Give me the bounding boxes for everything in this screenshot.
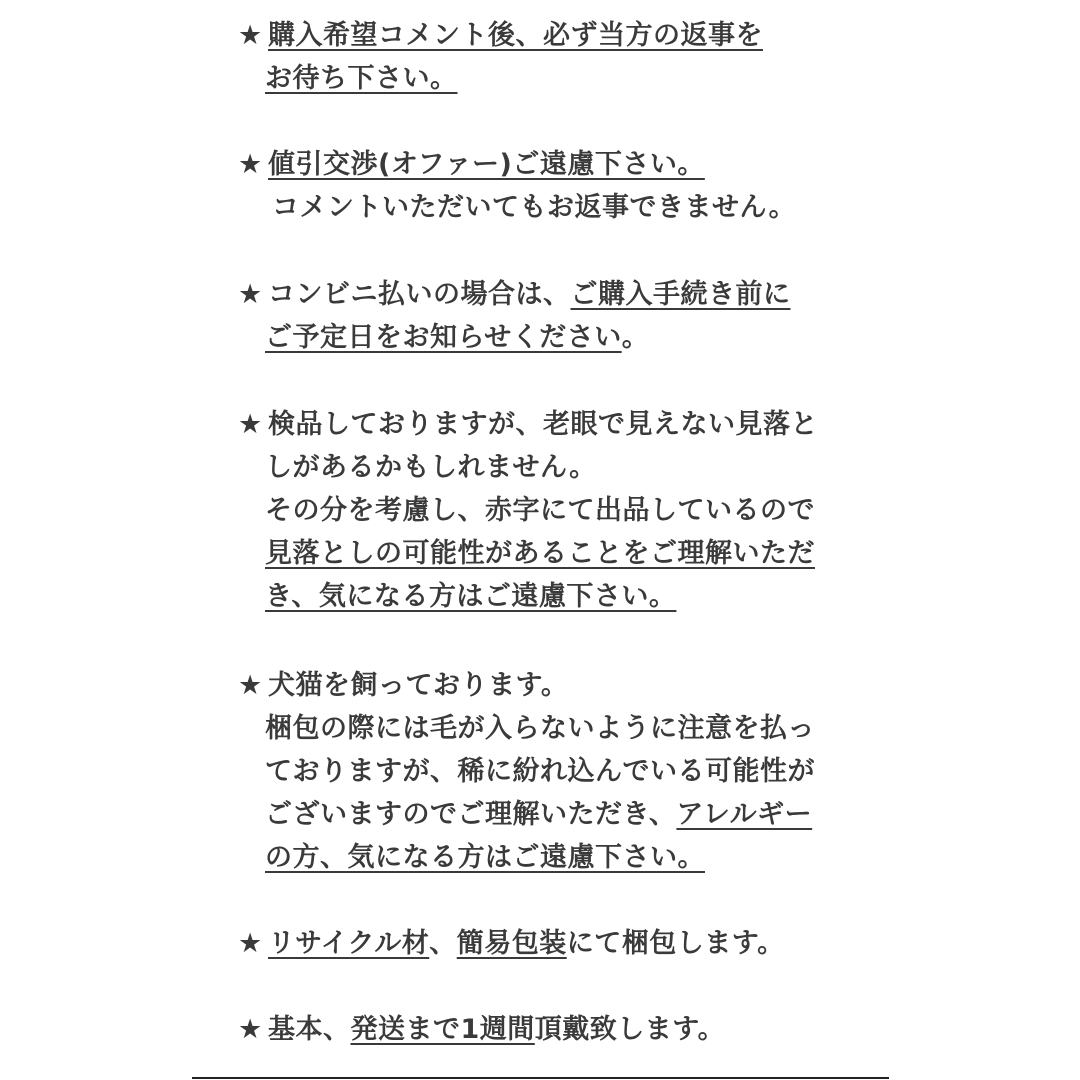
underlined-text: アレルギー <box>676 799 813 830</box>
divider <box>192 1077 889 1079</box>
notice-line <box>0 532 1080 575</box>
notice-line <box>0 793 1080 836</box>
plain-text: 頂戴致します。 <box>534 1014 726 1045</box>
notice-line <box>0 446 1080 489</box>
plain-text: ございますのでご理解いただき、 <box>265 799 677 830</box>
plain-text: 基本、 <box>268 1014 351 1045</box>
notice-packaging <box>0 922 1080 965</box>
underlined-text: リサイクル材 <box>268 928 430 959</box>
notice-line <box>0 707 1080 750</box>
notice-purchase-comment <box>0 14 1080 100</box>
underlined-text: 購入希望コメント後、必ず当方の返事を <box>268 20 763 51</box>
notice-line <box>0 489 1080 532</box>
underlined-text: 発送まで1週間 <box>350 1014 535 1045</box>
notice-line <box>0 143 1080 186</box>
star-icon: ★ <box>238 279 263 310</box>
star-icon: ★ <box>238 20 263 51</box>
plain-text: 、 <box>429 928 457 959</box>
notice-shipping <box>0 1008 1080 1051</box>
notice-text <box>265 532 815 575</box>
notice-text: その分を考慮し、赤字にて出品しているので <box>265 495 815 526</box>
underlined-text: ご購入手続き前に <box>570 279 791 310</box>
underlined-text: の方、気になる方はご遠慮下さい。 <box>265 842 705 873</box>
notice-text: 検品しておりますが、老眼で見えない見落と <box>268 409 818 440</box>
notice-text <box>268 14 763 57</box>
plain-text: 。 <box>621 322 650 353</box>
notice-line <box>0 922 1080 965</box>
underlined-text: 簡易包装 <box>456 928 567 959</box>
plain-text: にて梱包します。 <box>566 928 785 959</box>
star-icon: ★ <box>238 409 263 440</box>
notice-no-offers <box>0 143 1080 229</box>
notice-text <box>265 575 676 618</box>
notice-pets <box>0 664 1080 879</box>
notice-text <box>265 57 458 100</box>
notice-convenience-payment <box>0 273 1080 359</box>
notice-line <box>0 664 1080 707</box>
notice-text <box>268 273 791 316</box>
notice-text <box>265 836 705 879</box>
notice-line <box>0 575 1080 618</box>
notice-line <box>0 57 1080 100</box>
underlined-text: き、気になる方はご遠慮下さい。 <box>265 581 677 612</box>
notice-text: しがあるかもしれません。 <box>265 452 597 483</box>
notice-text: 梱包の際には毛が入らないように注意を払っ <box>265 713 815 744</box>
notice-line <box>0 273 1080 316</box>
notice-line <box>0 14 1080 57</box>
underlined-text: 値引交渉(オファー)ご遠慮下さい。 <box>268 149 705 180</box>
notice-line <box>0 316 1080 359</box>
underlined-text: ご予定日をお知らせください <box>265 322 622 353</box>
notice-text <box>268 1008 725 1051</box>
star-icon: ★ <box>238 1014 263 1045</box>
underlined-text: お待ち下さい。 <box>265 63 458 94</box>
notice-text <box>265 793 812 836</box>
notice-line <box>0 186 1080 229</box>
notice-text: ておりますが、稀に紛れ込んでいる可能性が <box>265 756 815 787</box>
notice-text <box>268 922 785 965</box>
notice-line <box>0 836 1080 879</box>
notice-inspection <box>0 403 1080 618</box>
plain-text: コンビニ払いの場合は、 <box>268 279 571 310</box>
notice-line <box>0 1008 1080 1051</box>
star-icon: ★ <box>238 928 263 959</box>
notice-text: 犬猫を飼っております。 <box>268 670 569 701</box>
underlined-text: 見落としの可能性があることをご理解いただ <box>265 538 815 569</box>
notice-text <box>265 316 649 359</box>
star-icon: ★ <box>238 670 263 701</box>
notice-line <box>0 403 1080 446</box>
notice-line <box>0 750 1080 793</box>
star-icon: ★ <box>238 149 263 180</box>
notice-text: コメントいただいてもお返事できません。 <box>272 192 797 223</box>
notice-text <box>268 143 705 186</box>
